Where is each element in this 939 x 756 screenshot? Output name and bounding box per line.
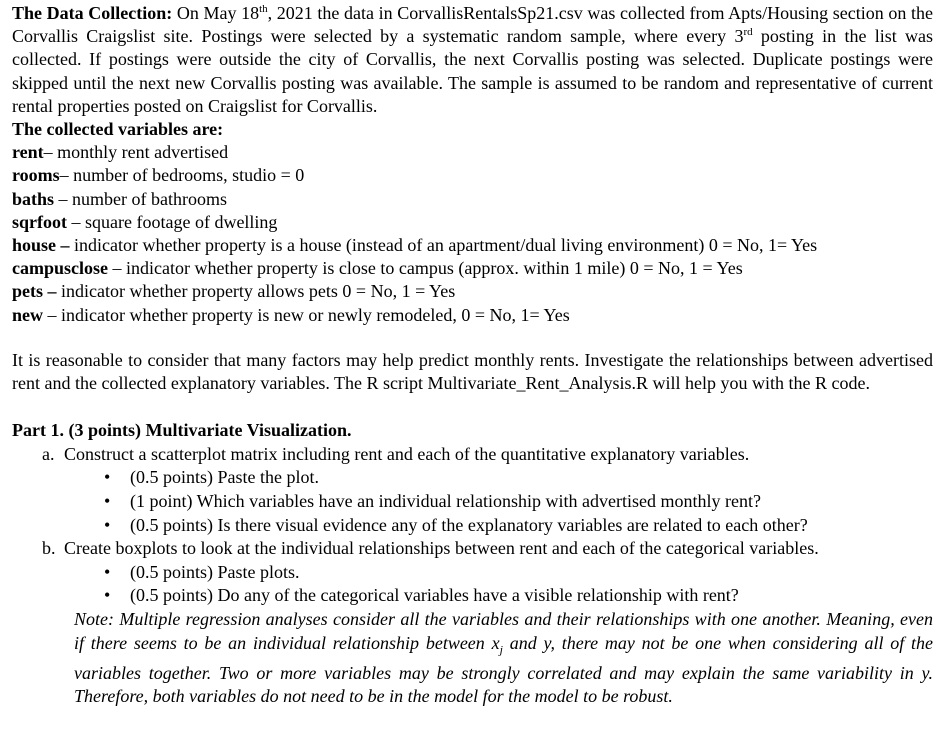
- variable-item: baths – number of bathrooms: [12, 188, 227, 209]
- part1-a-bullets: [12, 466, 933, 537]
- variables-list: [12, 118, 933, 327]
- variables-heading: The collected variables are:: [12, 119, 224, 140]
- variable-item: sqrfoot – square footage of dwelling: [12, 211, 278, 232]
- bullet-item: • (1 point) Which variables have an individual relationship with advertised monthly rent?: [104, 491, 762, 512]
- variable-item: pets – indicator whether property allows pets 0 = No, 1 = Yes: [12, 281, 456, 302]
- variable-item: rent– monthly rent advertised: [12, 142, 229, 163]
- variable-item: house – indicator whether property is a house (instead of an apartment/dual living environment) 0 = No, 1= Yes: [12, 235, 818, 256]
- variable-item: campusclose – indicator whether property is close to campus (approx. within 1 mile) 0 = No, 1 = Yes: [12, 258, 743, 279]
- part1-item-a: a. Construct a scatterplot matrix including rent and each of the quantitative explanatory variables.: [42, 443, 750, 464]
- context-paragraph: It is reasonable to consider that many factors may help predict monthly rents. Investigate the relationships between advertised rent and the collected explanatory variables. The R script Multivariate_Rent_Analysis.R will help you with the R code.: [12, 349, 933, 394]
- bullet-item: • (0.5 points) Paste plots.: [104, 561, 300, 582]
- data-collection-heading: The Data Collection:: [12, 3, 173, 23]
- bullet-item: • (0.5 points) Paste the plot.: [104, 467, 319, 488]
- part1-item-b: b. Create boxplots to look at the individual relationships between rent and each of the categorical variables.: [42, 538, 819, 559]
- part1-title: Part 1. (3 points) Multivariate Visualization.: [12, 420, 352, 441]
- bullet-item: • (0.5 points) Do any of the categorical variables have a visible relationship with rent?: [104, 585, 739, 606]
- variable-item: rooms– number of bedrooms, studio = 0: [12, 165, 305, 186]
- variable-item: new – indicator whether property is new or newly remodeled, 0 = No, 1= Yes: [12, 304, 570, 325]
- data-collection-paragraph: The Data Collection: On May 18th, 2021 the data in CorvallisRentalsSp21.csv was collected from Apts/Housing section on the Corvallis Craigslist site. Postings were selected by a systematic random sample, where every 3rd posting in the list was collected. If postings were outside the city of Corvallis, the next Corvallis posting was selected. Duplicate postings were skipped until the next new Corvallis posting was available. The sample is assumed to be random and representative of current rental properties posted on Craigslist for Corvallis.: [12, 3, 934, 116]
- bullet-item: • (0.5 points) Is there visual evidence any of the explanatory variables are related to each other?: [104, 514, 808, 535]
- part1-b-bullets: [12, 561, 933, 608]
- note-paragraph: Note: Multiple regression analyses consider all the variables and their relationships with one another. Meaning, even if there seems to be an individual relationship between $x_j$ and y, there may not be one when considering all of the variables together. Two or more variables may be strongly correlated and may explain the same variability in y. Therefore, both variables do not need to be in the model for the model to be robust.: [74, 609, 933, 707]
